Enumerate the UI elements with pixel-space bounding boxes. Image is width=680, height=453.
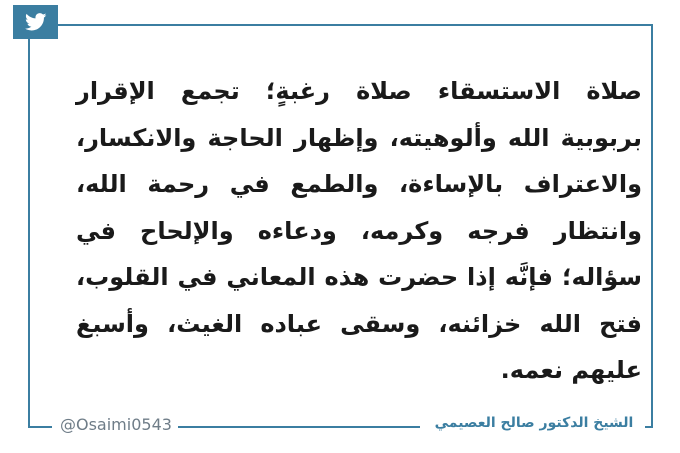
twitter-handle: @Osaimi0543	[60, 415, 172, 434]
twitter-bird-icon	[25, 13, 47, 31]
author-name: الشيخ الدكتور صالح العصيمي	[434, 415, 634, 431]
quote-text: صلاة الاستسقاء صلاة رغبةٍ؛ تجمع الإقرار بربوبية الله وألوهيته، وإظهار الحاجة والانكسار، والاعتراف بالإساءة، والطمع في رحمة الله، وانتظار فرجه وكرمه، ودعاءه والإلحاح في سؤاله؛ فإنَّه إذا حضرت هذه المعاني في القلوب، فتح الله خزائنه، وسقى عباده الغيث، وأسبغ عليهم نعمه.	[76, 77, 642, 384]
twitter-badge	[13, 5, 58, 39]
